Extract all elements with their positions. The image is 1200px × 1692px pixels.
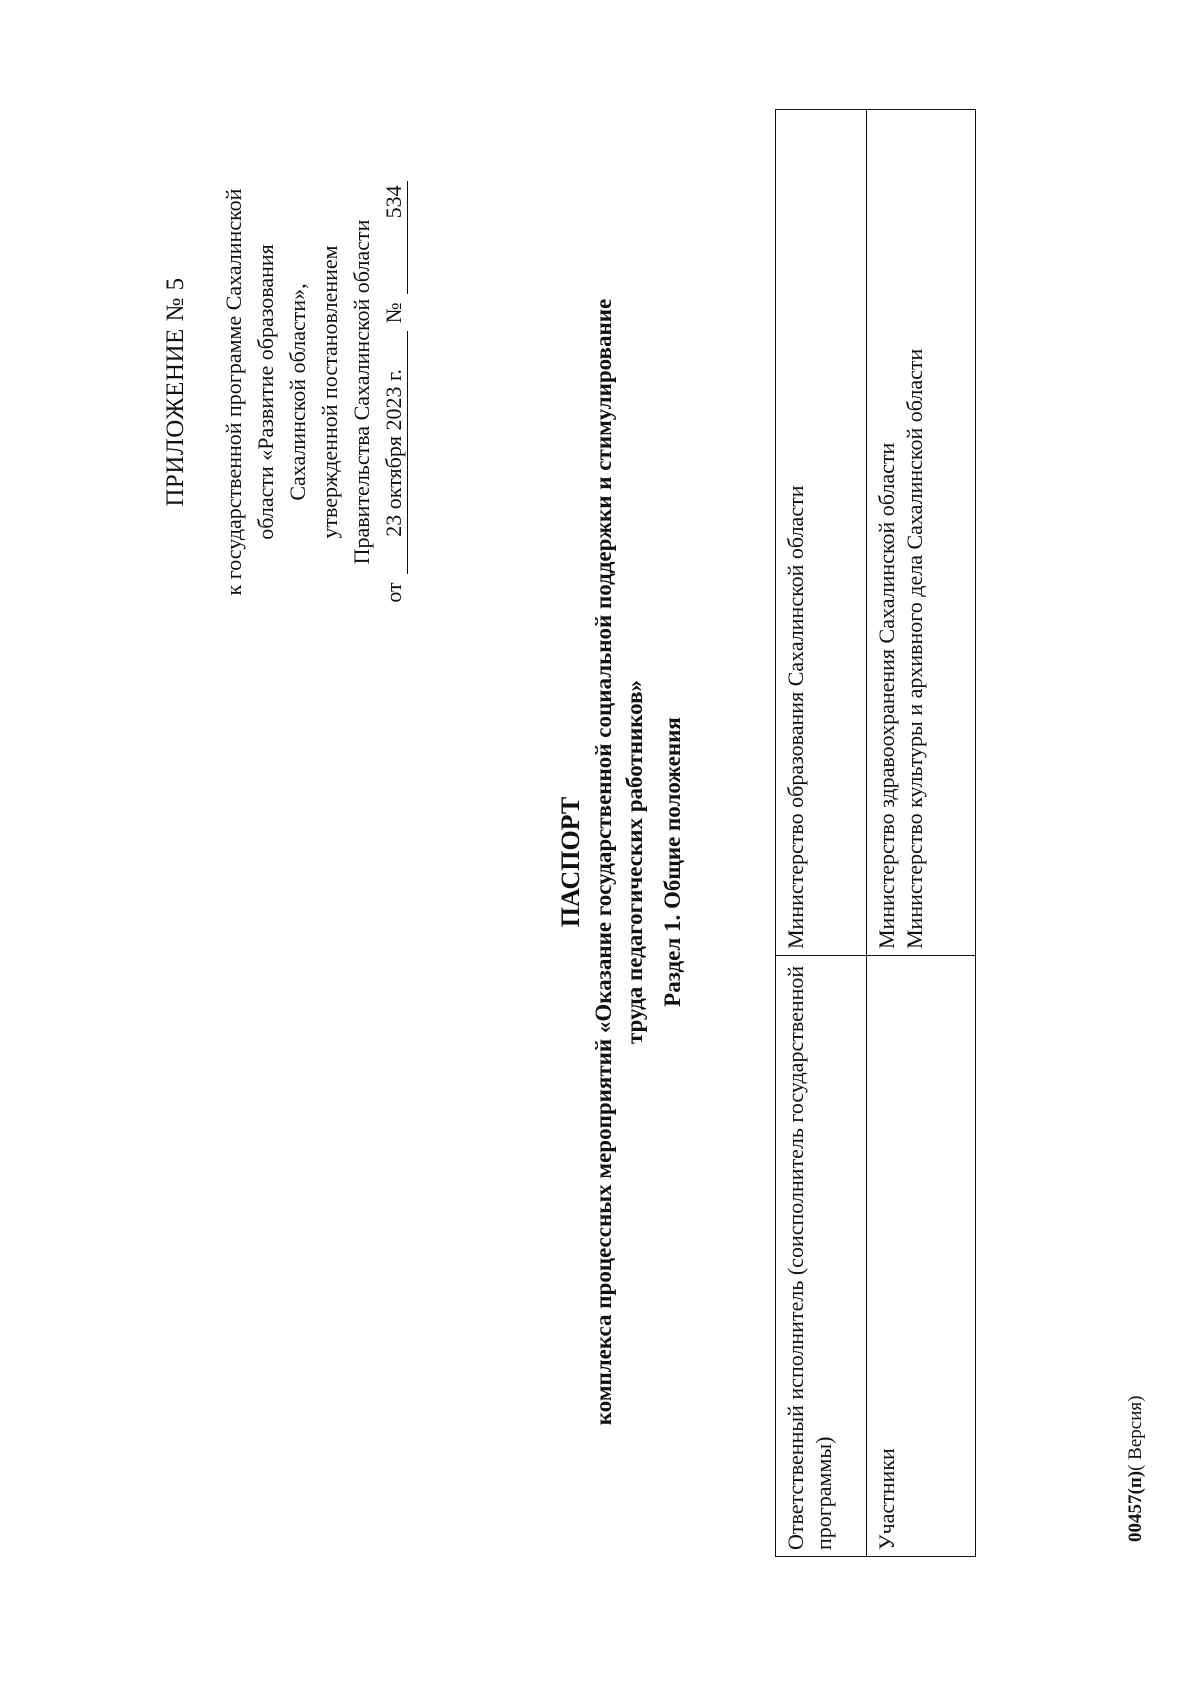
decree-from-label: от	[381, 582, 406, 603]
document-version: ( Версия)	[1125, 1395, 1146, 1471]
footer-code	[1125, 1396, 1147, 1542]
appendix-block	[160, 132, 410, 652]
passport-subtitle-line: труда педагогических работников»	[622, 679, 647, 1045]
row-label: Участники	[867, 956, 976, 1557]
row-label: Ответственный исполнитель (соисполнитель государственной программы)	[776, 956, 867, 1557]
table-row	[776, 110, 867, 1557]
passport-title: ПАСПОРТ	[556, 796, 585, 928]
decree-row	[378, 132, 410, 652]
section-title: Раздел 1. Общие положения	[660, 717, 685, 1007]
row-value-line: Министерство здравоохранения Сахалинской области	[874, 442, 899, 949]
appendix-line: Правительства Сахалинской области	[349, 219, 374, 565]
passport-subtitle-line: комплекса процессных мероприятий «Оказание государственной социальной поддержки и стимулирование	[591, 298, 616, 1426]
appendix-line: области «Развитие образования	[253, 244, 278, 540]
row-value	[867, 110, 976, 956]
appendix-line: к государственной программе Сахалинской	[221, 188, 246, 596]
table-row	[867, 110, 976, 1557]
appendix-line: Сахалинской области»,	[285, 283, 310, 501]
appendix-title: ПРИЛОЖЕНИЕ № 5	[162, 277, 189, 507]
decree-number-label: №	[381, 302, 406, 324]
row-value-line: Министерство образования Сахалинской области	[783, 485, 808, 949]
appendix-line: утвержденной постановлением	[317, 245, 342, 539]
decree-number: 534	[381, 181, 408, 294]
row-value-line: Министерство культуры и архивного дела Сахалинской области	[902, 348, 927, 949]
decree-date: 23 октября 2023 г.	[381, 331, 408, 574]
row-value	[776, 110, 867, 956]
passport-header	[555, 112, 650, 1612]
general-provisions-table	[775, 109, 976, 1557]
document-code: 00457(п)	[1125, 1470, 1146, 1542]
